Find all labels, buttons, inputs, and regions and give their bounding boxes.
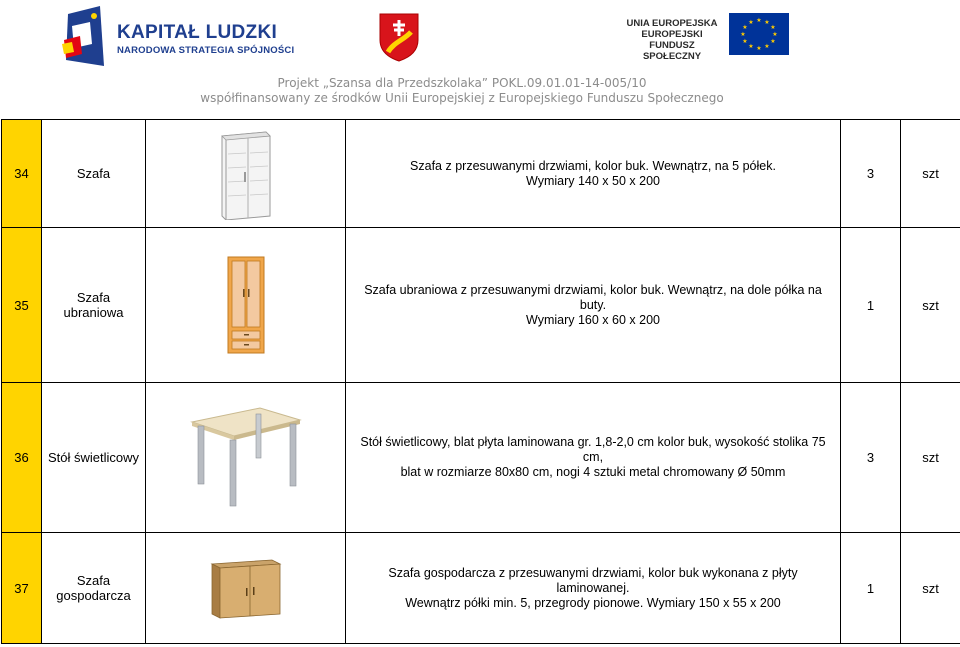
item-name-text: Szafa bbox=[76, 166, 111, 181]
item-unit: szt bbox=[922, 580, 939, 596]
row-number: 35 bbox=[1, 228, 42, 382]
item-description-text: Szafa z przesuwanymi drzwiami, kolor buk. Wewnątrz, na 5 półek. Wymiary 140 x 50 x 200 bbox=[410, 158, 776, 188]
item-unit: szt bbox=[922, 297, 939, 313]
svg-text:★: ★ bbox=[764, 43, 770, 50]
item-unit: szt bbox=[922, 450, 939, 465]
page-header bbox=[0, 0, 960, 110]
item-name-text: Szafa gospodarcza bbox=[56, 573, 131, 603]
eu-flag-icon bbox=[729, 13, 789, 55]
svg-text:★: ★ bbox=[748, 43, 754, 50]
table-row bbox=[1, 120, 960, 228]
table-row bbox=[1, 383, 960, 533]
common-room-table-icon bbox=[190, 406, 302, 510]
item-unit: szt bbox=[922, 166, 939, 181]
svg-text:★: ★ bbox=[742, 38, 748, 45]
row-number: 36 bbox=[1, 383, 42, 532]
item-description bbox=[346, 120, 841, 227]
wardrobe-sliding-glass-icon bbox=[218, 128, 274, 220]
item-name bbox=[42, 383, 146, 532]
item-name-text: Stół świetlicowy bbox=[47, 450, 140, 465]
kapital-ludzki-emblem-icon bbox=[60, 4, 110, 70]
kapital-ludzki-title: KAPITAŁ LUDZKI bbox=[117, 22, 278, 43]
item-name bbox=[42, 228, 146, 382]
item-image-cell bbox=[146, 383, 346, 532]
item-description bbox=[346, 228, 841, 382]
table-row bbox=[1, 228, 960, 383]
row-number: 37 bbox=[1, 533, 42, 643]
svg-text:★: ★ bbox=[770, 24, 776, 31]
voivodeship-crest-icon bbox=[378, 12, 420, 62]
svg-text:★: ★ bbox=[764, 19, 770, 26]
svg-text:★: ★ bbox=[748, 19, 754, 26]
item-image-cell bbox=[146, 533, 346, 643]
item-quantity: 3 bbox=[841, 383, 901, 532]
kapital-ludzki-subtitle: NARODOWA STRATEGIA SPÓJNOŚCI bbox=[117, 45, 295, 56]
item-quantity: 1 bbox=[841, 228, 901, 382]
item-image-cell bbox=[146, 120, 346, 227]
svg-text:★: ★ bbox=[740, 31, 746, 38]
utility-cabinet-icon bbox=[208, 556, 284, 620]
equipment-table bbox=[1, 119, 960, 644]
eu-logo bbox=[608, 4, 794, 70]
eu-line-1: UNIA EUROPEJSKA bbox=[626, 18, 718, 29]
eu-line-2: EUROPEJSKI bbox=[641, 29, 703, 40]
svg-text:★: ★ bbox=[756, 17, 762, 24]
item-image-cell bbox=[146, 228, 346, 382]
svg-text:★: ★ bbox=[770, 38, 776, 45]
item-description-text: Szafa gospodarcza z przesuwanymi drzwiami, kolor buk wykonana z płyty laminowanej. Wewnątrz półki min. 5, przegrody pionowe. Wymiary 150 x 55 x 200 bbox=[388, 565, 798, 610]
item-description bbox=[346, 533, 841, 643]
item-name-text: Szafa ubraniowa bbox=[63, 290, 124, 320]
kapital-ludzki-logo bbox=[60, 4, 295, 70]
eu-logo-text bbox=[622, 18, 722, 62]
svg-text:★: ★ bbox=[742, 24, 748, 31]
item-name bbox=[42, 120, 146, 227]
svg-text:★: ★ bbox=[772, 31, 778, 38]
item-description bbox=[346, 383, 841, 532]
row-number: 34 bbox=[1, 120, 42, 227]
item-description-text: Szafa ubraniowa z przesuwanymi drzwiami, kolor buk. Wewnątrz, na dole półka na buty. Wymiary 160 x 60 x 200 bbox=[364, 282, 822, 327]
clothes-wardrobe-icon bbox=[224, 253, 268, 357]
table-row bbox=[1, 533, 960, 644]
item-description-text: Stół świetlicowy, blat płyta laminowana gr. 1,8-2,0 cm kolor buk, wysokość stolika 75 cm, blat w rozmiarze 80x80 cm, nogi 4 sztuki metal chromowany Ø 50mm bbox=[360, 435, 826, 479]
eu-line-3: FUNDUSZ SPOŁECZNY bbox=[642, 40, 702, 62]
item-name bbox=[42, 533, 146, 643]
project-title: Projekt „Szansa dla Przedszkolaka” POKL.09.01.01-14-005/10 bbox=[277, 76, 647, 90]
item-quantity: 1 bbox=[841, 533, 901, 643]
svg-text:★: ★ bbox=[756, 45, 762, 52]
project-funding-note: współfinansowany ze środków Unii Europejskiej z Europejskiego Funduszu Społecznego bbox=[200, 91, 724, 105]
item-quantity: 3 bbox=[841, 120, 901, 227]
